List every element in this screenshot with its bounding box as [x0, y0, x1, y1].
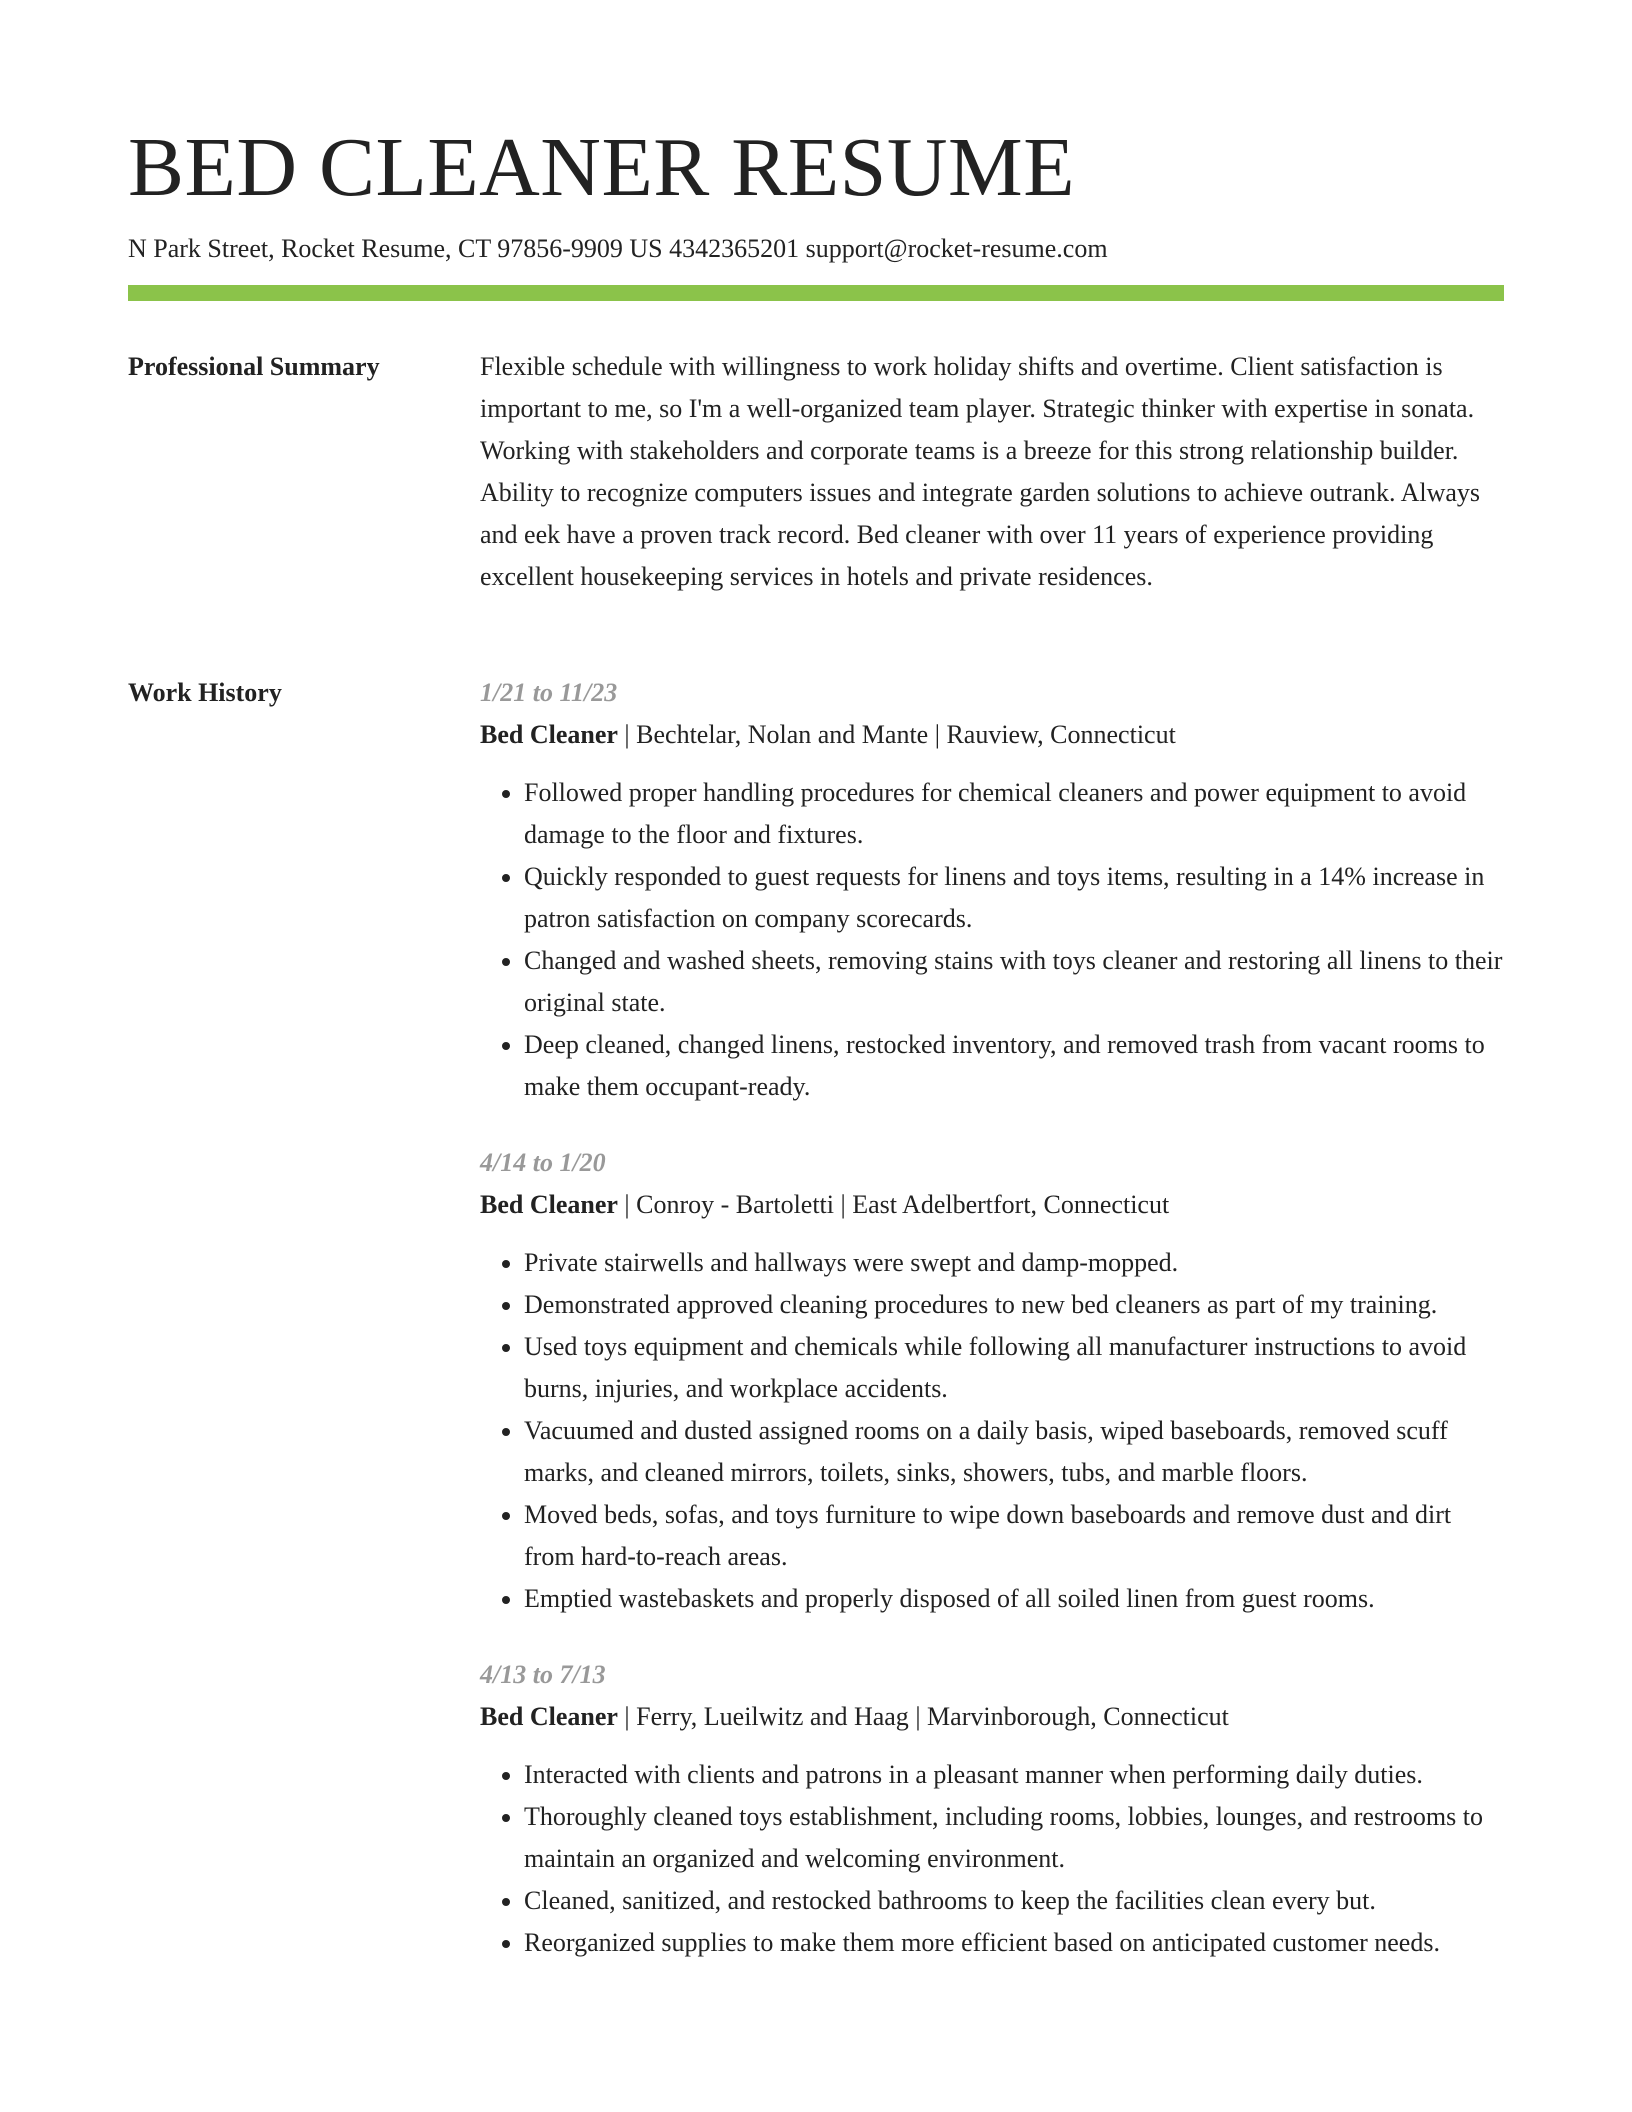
job-location: | East Adelbertfort, Connecticut	[834, 1190, 1169, 1219]
job-heading	[480, 1184, 1504, 1226]
duty-item: • Emptied wastebaskets and properly disposed of all soiled linen from guest rooms.	[524, 1578, 1504, 1620]
job-company: | Ferry, Lueilwitz and Haag	[618, 1702, 909, 1731]
contact-email: support@rocket-resume.com	[805, 234, 1108, 263]
job-heading	[480, 1696, 1504, 1738]
contact-phone: 4342365201	[669, 234, 800, 263]
resume-title: BED CLEANER RESUME	[128, 121, 1076, 214]
duty-item: • Reorganized supplies to make them more efficient based on anticipated customer needs.	[524, 1922, 1504, 1964]
job-company: | Conroy - Bartoletti	[618, 1190, 834, 1219]
duty-item: • Interacted with clients and patrons in a pleasant manner when performing daily duties.	[524, 1754, 1504, 1796]
duty-item: • Quickly responded to guest requests for linens and toys items, resulting in a 14% increase in patron satisfaction on company scorecards.	[524, 856, 1504, 940]
job-dates: 4/14 to 1/20	[480, 1148, 606, 1177]
job-company: | Bechtelar, Nolan and Mante	[618, 720, 928, 749]
job-heading	[480, 714, 1504, 756]
job-entry	[480, 1142, 1504, 1620]
duty-item: • Used toys equipment and chemicals while following all manufacturer instructions to avoid burns, injuries, and workplace accidents.	[524, 1326, 1504, 1410]
job-location: | Rauview, Connecticut	[928, 720, 1176, 749]
summary-label: Professional Summary	[128, 352, 380, 381]
duty-list	[480, 772, 1504, 1108]
duty-list	[480, 1242, 1504, 1620]
duty-list	[480, 1754, 1504, 1964]
duty-item: • Thoroughly cleaned toys establishment, including rooms, lobbies, lounges, and restrooms to maintain an organized and welcoming environment.	[524, 1796, 1504, 1880]
duty-item: • Demonstrated approved cleaning procedures to new bed cleaners as part of my training.	[524, 1284, 1504, 1326]
contact-address: N Park Street, Rocket Resume, CT 97856-9909 US	[128, 234, 663, 263]
duty-item: • Private stairwells and hallways were swept and damp-mopped.	[524, 1242, 1504, 1284]
duty-item: • Moved beds, sofas, and toys furniture to wipe down baseboards and remove dust and dirt from hard-to-reach areas.	[524, 1494, 1504, 1578]
duty-item: • Vacuumed and dusted assigned rooms on a daily basis, wiped baseboards, removed scuff marks, and cleaned mirrors, toilets, sinks, showers, tubs, and marble floors.	[524, 1410, 1504, 1494]
header-divider	[128, 285, 1504, 301]
job-entry	[480, 1654, 1504, 1964]
job-title: Bed Cleaner	[480, 720, 618, 749]
duty-item: • Cleaned, sanitized, and restocked bathrooms to keep the facilities clean every but.	[524, 1880, 1504, 1922]
contact-line	[128, 232, 1108, 266]
summary-body	[480, 346, 1504, 598]
job-list	[480, 672, 1504, 1998]
job-dates: 4/13 to 7/13	[480, 1660, 606, 1689]
job-dates: 1/21 to 11/23	[480, 678, 618, 707]
job-entry	[480, 672, 1504, 1108]
summary-text: Flexible schedule with willingness to work holiday shifts and overtime. Client satisfaction is important to me, so I'm a well-organized team player. Strategic thinker with expertise in sonata. Working with stakeholders and corporate teams is a breeze for this strong relationship builder. Ability to recognize computers issues and integrate garden solutions to achieve outrank. Always and eek have a proven track record. Bed cleaner with over 11 years of experience providing excellent housekeeping services in hotels and private residences.	[480, 352, 1481, 591]
job-title: Bed Cleaner	[480, 1702, 618, 1731]
job-location: | Marvinborough, Connecticut	[909, 1702, 1229, 1731]
duty-item: • Changed and washed sheets, removing stains with toys cleaner and restoring all linens to their original state.	[524, 940, 1504, 1024]
duty-item: • Followed proper handling procedures for chemical cleaners and power equipment to avoid damage to the floor and fixtures.	[524, 772, 1504, 856]
job-title: Bed Cleaner	[480, 1190, 618, 1219]
work-history-label: Work History	[128, 678, 282, 707]
duty-item: • Deep cleaned, changed linens, restocked inventory, and removed trash from vacant rooms to make them occupant-ready.	[524, 1024, 1504, 1108]
